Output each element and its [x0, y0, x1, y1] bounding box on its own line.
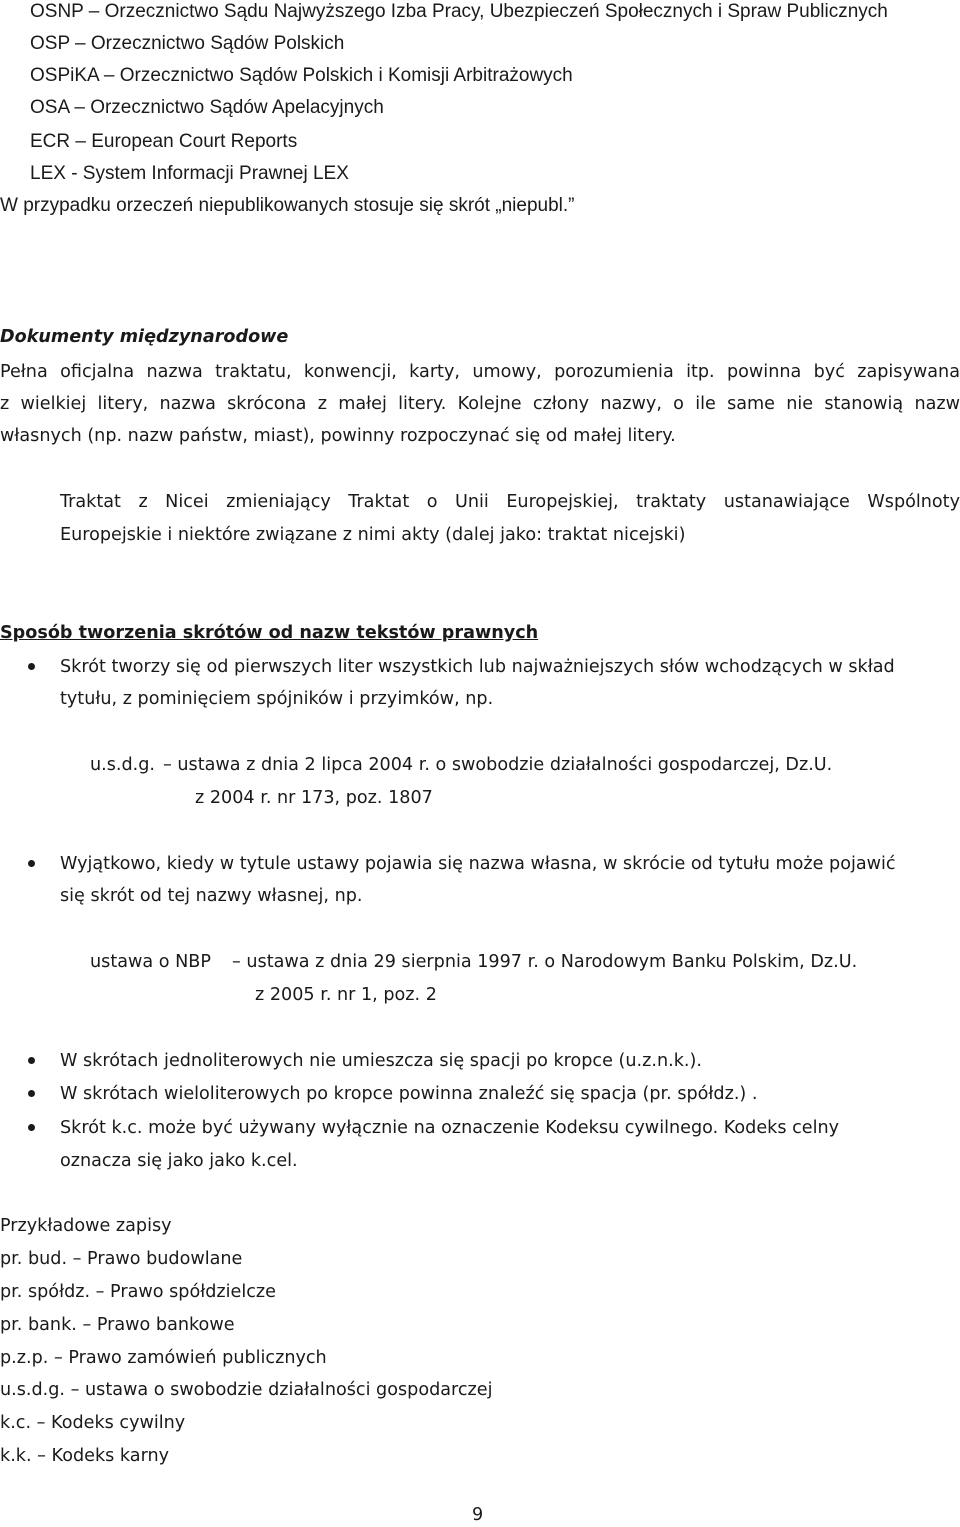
unpublished-note: W przypadku orzeczeń niepublikowanych stosuje się skrót „niepubl.”	[0, 195, 575, 216]
bullet-icon	[28, 1057, 35, 1064]
intl-example-line: Europejskie i niektóre związane z nimi akty (dalej jako: traktat nicejski)	[60, 525, 686, 545]
intl-example-line: Traktat z Nicei zmieniający Traktat o Unii Europejskiej, traktaty ustanawiające Wspólnoty	[60, 492, 960, 512]
bullet-icon	[28, 1124, 35, 1131]
example-abbr: ustawa o NBP	[90, 952, 211, 972]
intl-paragraph-line: Pełna oficjalna nazwa traktatu, konwencji, karty, umowy, porozumienia itp. powinna być zapisywana	[0, 362, 960, 382]
abbr-item-osnp: OSNP – Orzecznictwo Sądu Najwyższego Izba Pracy, Ubezpieczeń Społecznych i Spraw Publicznych	[30, 1, 888, 22]
intl-paragraph-line: własnych (np. nazw państw, miast), powinny rozpoczynać się od małej litery.	[0, 426, 676, 446]
bullet-text: tytułu, z pominięciem spójników i przyimków, np.	[60, 689, 494, 709]
example-entry: u.s.d.g. – ustawa o swobodzie działalności gospodarczej	[0, 1380, 493, 1400]
example-entry: pr. bud. – Prawo budowlane	[0, 1249, 243, 1269]
bullet-text: Skrót tworzy się od pierwszych liter wszystkich lub najważniejszych słów wchodzących w skład	[60, 657, 895, 677]
bullet-text: się skrót od tej nazwy własnej, np.	[60, 886, 363, 906]
examples-heading: Przykładowe zapisy	[0, 1216, 172, 1236]
bullet-text: Wyjątkowo, kiedy w tytule ustawy pojawia się nazwa własna, w skrócie od tytułu może pojawić	[60, 854, 896, 874]
example-definition: – ustawa z dnia 2 lipca 2004 r. o swobodzie działalności gospodarczej, Dz.U.	[163, 755, 833, 775]
abbrev-heading: Sposób tworzenia skrótów od nazw tekstów prawnych	[0, 623, 539, 643]
example-entry: k.c. – Kodeks cywilny	[0, 1413, 186, 1433]
bullet-icon	[28, 1090, 35, 1097]
example-definition-cont: z 2005 r. nr 1, poz. 2	[255, 985, 437, 1005]
page-number: 9	[472, 1505, 484, 1525]
bullet-text: Skrót k.c. może być używany wyłącznie na oznaczenie Kodeksu cywilnego. Kodeks celny	[60, 1118, 840, 1138]
example-entry: k.k. – Kodeks karny	[0, 1446, 170, 1466]
intl-paragraph-line: z wielkiej litery, nazwa skrócona z małej litery. Kolejne człony nazwy, o ile same nie stanowią nazw	[0, 394, 960, 414]
intl-heading: Dokumenty międzynarodowe	[0, 327, 289, 347]
bullet-text: W skrótach jednoliterowych nie umieszcza się spacji po kropce (u.z.n.k.).	[60, 1051, 702, 1071]
example-definition-cont: z 2004 r. nr 173, poz. 1807	[195, 788, 433, 808]
bullet-text: W skrótach wieloliterowych po kropce powinna znaleźć się spacja (pr. spółdz.) .	[60, 1084, 758, 1104]
example-abbr: u.s.d.g.	[90, 755, 156, 775]
example-entry: pr. spółdz. – Prawo spółdzielcze	[0, 1282, 276, 1302]
example-entry: pr. bank. – Prawo bankowe	[0, 1315, 235, 1335]
abbr-item-ospika: OSPiKA – Orzecznictwo Sądów Polskich i Komisji Arbitrażowych	[30, 65, 573, 86]
example-definition: – ustawa z dnia 29 sierpnia 1997 r. o Narodowym Banku Polskim, Dz.U.	[232, 952, 858, 972]
bullet-icon	[28, 860, 35, 867]
bullet-icon	[28, 663, 35, 670]
bullet-text: oznacza się jako jako k.cel.	[60, 1151, 298, 1171]
example-entry: p.z.p. – Prawo zamówień publicznych	[0, 1348, 327, 1368]
abbr-item-osp: OSP – Orzecznictwo Sądów Polskich	[30, 33, 345, 54]
abbr-item-osa: OSA – Orzecznictwo Sądów Apelacyjnych	[30, 97, 384, 118]
abbr-item-ecr: ECR – European Court Reports	[30, 131, 298, 152]
abbr-item-lex: LEX - System Informacji Prawnej LEX	[30, 163, 349, 184]
